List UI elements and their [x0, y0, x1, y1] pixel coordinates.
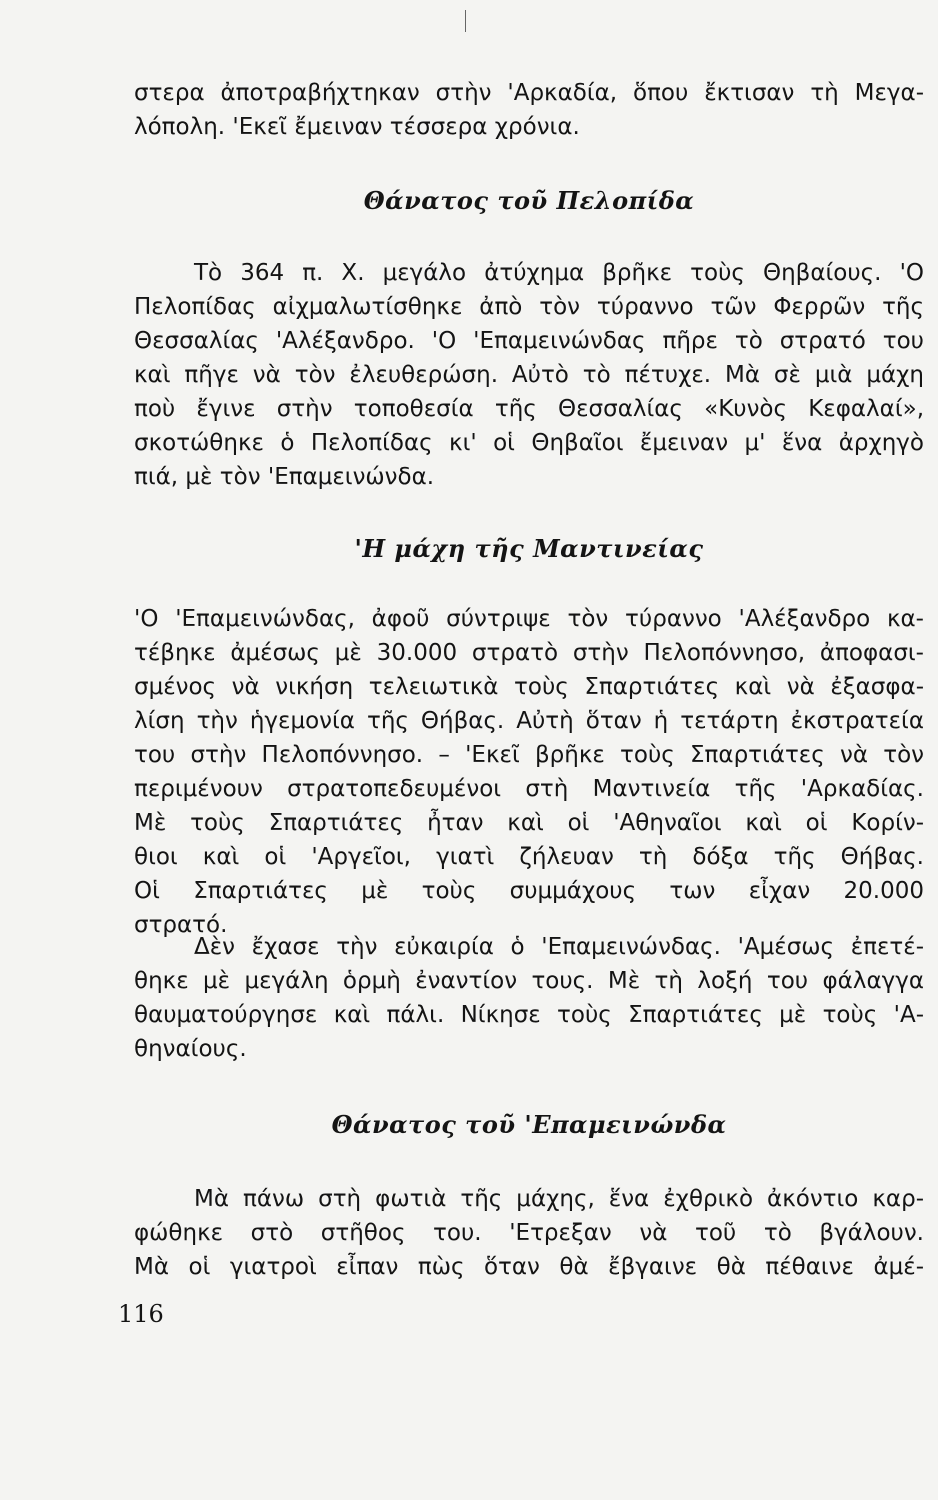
paragraph-mantineia: [134, 602, 924, 942]
text-line: Μὲ τοὺς Σπαρτιάτες ἦταν καὶ οἱ 'Αθηναῖοι καὶ οἱ Κορίν-: [134, 810, 924, 836]
page-number: 116: [118, 1300, 164, 1328]
text-line: σμένος νὰ νικήση τελειωτικὰ τοὺς Σπαρτιάτες καὶ νὰ ἐξασφα-: [134, 674, 924, 700]
text-line: λόπολη. 'Εκεῖ ἔμειναν τέσσερα χρόνια.: [134, 114, 580, 140]
text-line: τέβηκε ἀμέσως μὲ 30.000 στρατὸ στὴν Πελοπόννησο, ἀποφασι-: [134, 640, 924, 666]
section-heading-epaminondas-death: Θάνατος τοῦ 'Επαμεινώνδα: [331, 1110, 727, 1139]
text-line: Οἱ Σπαρτιάτες μὲ τοὺς συμμάχους των εἶχαν 20.000: [134, 878, 924, 904]
text-line: θηκε μὲ μεγάλη ὁρμὴ ἐναντίον τους. Μὲ τὴ λοξή του φάλαγγα: [134, 968, 924, 994]
text-line: στρατό.: [134, 912, 228, 938]
text-line: Θεσσαλίας 'Αλέξανδρο. 'Ο 'Επαμεινώνδας πῆρε τὸ στρατό του: [134, 328, 924, 354]
text-line: 'Ο 'Επαμεινώνδας, ἀφοῦ σύντριψε τὸν τύραννο 'Αλέξανδρο κα-: [134, 606, 924, 632]
text-line: θιοι καὶ οἱ 'Αργεῖοι, γιατὶ ζήλευαν τὴ δόξα τῆς Θήβας.: [134, 844, 924, 870]
text-line: λίση τὴν ἡγεμονία τῆς Θήβας. Αὐτὴ ὅταν ἡ τετάρτη ἐκστρατεία: [134, 708, 924, 734]
text-line: Μὰ πάνω στὴ φωτιὰ τῆς μάχης, ἕνα ἐχθρικὸ ἀκόντιο καρ-: [194, 1186, 924, 1212]
text-line: θαυματούργησε καὶ πάλι. Νίκησε τοὺς Σπαρτιάτες μὲ τοὺς 'Α-: [134, 1002, 924, 1028]
text-line: του στὴν Πελοπόννησο. – 'Εκεῖ βρῆκε τοὺς Σπαρτιάτες νὰ τὸν: [134, 742, 924, 768]
paragraph-victory: [134, 930, 924, 1066]
text-line: Πελοπίδας αἰχμαλωτίσθηκε ἀπὸ τὸν τύραννο τῶν Φερρῶν τῆς: [134, 294, 924, 320]
text-line: Τὸ 364 π. Χ. μεγάλο ἀτύχημα βρῆκε τοὺς Θηβαίους. 'Ο: [194, 260, 924, 286]
text-line: φώθηκε στὸ στῆθος του. 'Ετρεξαν νὰ τοῦ τὸ βγάλουν.: [134, 1220, 924, 1246]
paragraph-pelopidas: [134, 256, 924, 494]
section-heading-mantineia: 'Η μάχη τῆς Μαντινείας: [354, 534, 704, 563]
text-line: Μὰ οἱ γιατροὶ εἶπαν πὼς ὅταν θὰ ἔβγαινε θὰ πέθαινε ἀμέ-: [134, 1254, 924, 1280]
text-line: θηναίους.: [134, 1036, 247, 1062]
text-line: στερα ἀποτραβήχτηκαν στὴν 'Αρκαδία, ὅπου ἔκτισαν τὴ Μεγα-: [134, 80, 924, 106]
text-line: σκοτώθηκε ὁ Πελοπίδας κι' οἱ Θηβαῖοι ἔμειναν μ' ἕνα ἀρχηγὸ: [134, 430, 924, 456]
intro-paragraph: [134, 76, 924, 144]
text-line: καὶ πῆγε νὰ τὸν ἐλευθερώση. Αὐτὸ τὸ πέτυχε. Μὰ σὲ μιὰ μάχη: [134, 362, 924, 388]
paragraph-epaminondas-death: [134, 1182, 924, 1284]
text-line: πιά, μὲ τὸν 'Επαμεινώνδα.: [134, 464, 435, 490]
text-line: Δὲν ἔχασε τὴν εὐκαιρία ὁ 'Επαμεινώνδας. 'Αμέσως ἐπετέ-: [194, 934, 924, 960]
text-line: ποὺ ἔγινε στὴν τοποθεσία τῆς Θεσσαλίας «Κυνὸς Κεφαλαί»,: [134, 396, 924, 422]
text-line: περιμένουν στρατοπεδευμένοι στὴ Μαντινεία τῆς 'Αρκαδίας.: [134, 776, 924, 802]
section-heading-pelopidas: Θάνατος τοῦ Πελοπίδα: [363, 186, 695, 215]
scan-mark: [465, 10, 466, 32]
